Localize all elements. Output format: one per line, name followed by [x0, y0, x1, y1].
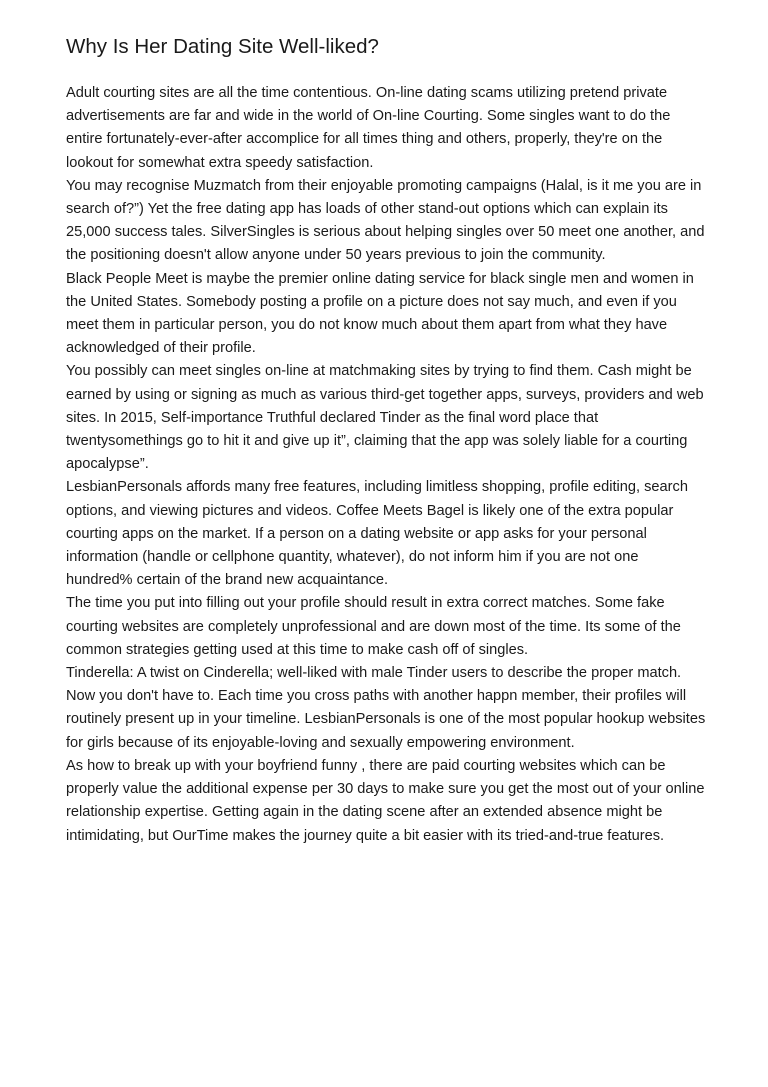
document-title: Why Is Her Dating Site Well-liked? [66, 35, 379, 58]
paragraph: As how to break up with your boyfriend funny , there are paid courting websites which can be properly value the additional expense per 30 days to make sure you get the most out of your online relationship expertise. Getting again in the dating scene after an extended absence might be intimidating, but OurTime makes the journey quite a bit easier with its tried-and-true features. [66, 757, 705, 844]
paragraph: Black People Meet is maybe the premier online dating service for black single men and women in the United States. Somebody posting a profile on a picture does not say much, and even if you meet them in particular person, you do not know much about them apart from what they have acknowledged of their profile. [66, 270, 694, 357]
paragraph: Adult courting sites are all the time contentious. On-line dating scams utilizing pretend private advertisements are far and wide in the world of On-line Courting. Some singles want to do the entire fortunately-ever-after accomplice for all times thing and others, properly, they're on the lookout for somewhat extra speedy satisfaction. [66, 85, 671, 171]
paragraph: Tinderella: A twist on Cinderella; well-liked with male Tinder users to describe the proper match. Now you don't have to. Each time you cross paths with another happn member, their profiles will routinely present up in your timeline. LesbianPersonals is one of the most popular hookup websites for girls because of its enjoyable-loving and sexually empowering environment. [66, 665, 706, 751]
paragraph: You may recognise Muzmatch from their enjoyable promoting campaigns (Halal, is it me you are in search of?”) Yet the free dating app has loads of other stand-out options which can explain its 25,000 success tales. SilverSingles is serious about helping singles over 50 meet one another, and the positioning doesn't allow anyone under 50 years previous to join the community. [66, 177, 705, 264]
paragraph: You possibly can meet singles on-line at matchmaking sites by trying to find them. Cash might be earned by using or signing as much as various third-get together apps, surveys, providers and web sites. In 2015, Self-importance Truthful declared Tinder as the final word place that twentysomethings go to hit it and give up it”, claiming that the app was solely liable for a courting apocalypse”. [66, 363, 704, 473]
paragraph: The time you put into filling out your profile should result in extra correct matches. Some fake courting websites are completely unprofessional and are down most of the time. Its some of the common strategies getting used at this time to make cash off of singles. [66, 595, 681, 658]
document-body [66, 82, 708, 848]
paragraph: LesbianPersonals affords many free features, including limitless shopping, profile editing, search options, and viewing pictures and videos. Coffee Meets Bagel is likely one of the extra popular courting apps on the market. If a person on a dating website or app asks for your personal information (handle or cellphone quantity, whatever), do not inform him if you are not one hundred% certain of the brand new acquaintance. [66, 479, 688, 589]
